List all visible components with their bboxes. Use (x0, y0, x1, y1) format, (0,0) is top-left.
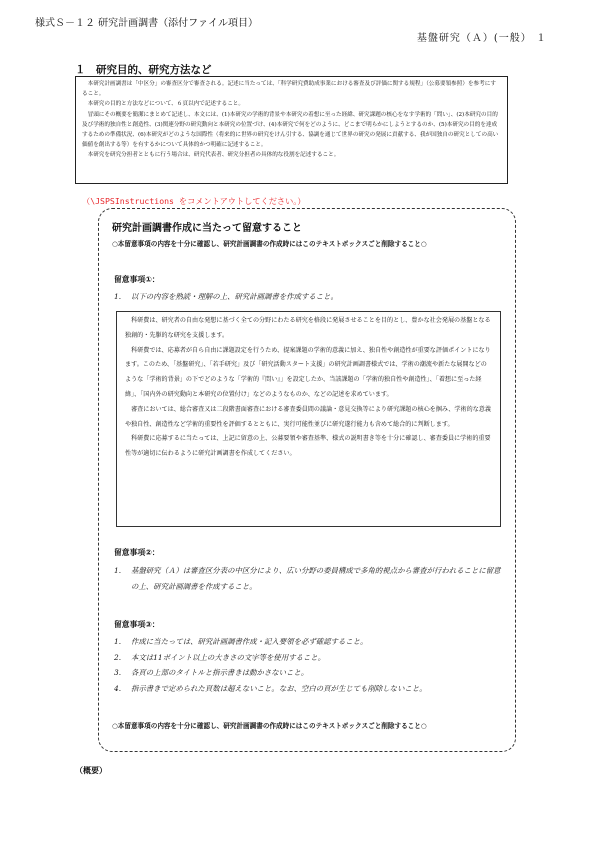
kakenhi-principles-box (116, 311, 501, 527)
list-item (114, 681, 504, 697)
list-item (114, 289, 504, 305)
list-item (114, 650, 504, 666)
delete-notice-bottom: ○本留意事項の内容を十分に確認し、研究計画調書の作成時にはこのテキストボックスごと削除すること○ (112, 722, 427, 730)
form-id: 様式Ｓ－１２ 研究計画調書（添付ファイル項目） (35, 18, 258, 29)
principle-paragraph: 科研費に応募するに当たっては、上記に留意の上、公募要領や審査基準、様式の説明書き等を十分に確認し、審査委員に学術的重要性等が適切に伝わるように研究計画調書を作成してください。 (125, 435, 491, 458)
summary-label: （概要） (75, 766, 107, 775)
list-text: 各頁の上部のタイトルと指示書きは動かさないこと。 (131, 668, 309, 677)
principle-paragraph: 科研費では、応募者が自ら自由に課題設定を行うため、提案課題の学術的意義に加え、独自性や創造性が重要な評価ポイントになります。このため、「基盤研究」、「若手研究」及び「研究活動スタート支援」の研究計画調書様式では、学術の潮流や新たな展開などのような「学術的背景」の下でどのような「学術的『問い』」を設定したか、当該課題の「学術的独自性や創造性」、「着想に至った経緯」、「国内外の研究動向と本研究の位置付け」などのようなものか、などの記述を求めています。 (125, 346, 491, 398)
list-item (114, 563, 504, 594)
list-number: 1. (114, 292, 122, 301)
section-paragraph: 本研究の目的と方法などについて、６頁以内で記述すること。 (87, 101, 244, 108)
list-text: 本文は11ポイント以上の大きさの文字等を使用すること。 (131, 652, 326, 662)
list-number: 4. (114, 683, 122, 693)
research-category: 基盤研究（Ａ）(一般） １ (416, 33, 547, 44)
section-paragraph: 本研究計画調書は「中区分」の審査区分で審査される。記述に当たっては、「科学研究費助成事業における審査及び評価に関する規程」（公募要領参照）を参考にすること。 (82, 81, 496, 98)
list-text: 指示書きで定められた頁数は超えないこと。なお、空白の頁が生じても削除しないこと。 (131, 683, 427, 693)
list-text: 以下の内容を熟読・理解の上、研究計画調書を作成すること。 (131, 292, 338, 301)
section-title: １ 研究目的、研究方法など (75, 64, 212, 76)
instruction-note: （\JSPSInstructions をコメントアウトしてください。） (82, 196, 306, 206)
principle-paragraph: 審査においては、総合審査又は二段階書面審査における審査委員間の議論・意見交換等により研究課題の核心を掴み、学術的な意義や独自性、創造性など学術的重要性を評価するとともに、実行可能性並びに研究遂行能力も含めて総合的に判断します。 (125, 405, 491, 428)
principle-paragraph: 科研費は、研究者の自由な発想に基づく全ての分野にわたる研究を格段に発展させることを目的とし、豊かな社会発展の基盤となる独創的・先駆的な研究を支援します。 (125, 317, 491, 339)
section-paragraph: 冒頭にその概要を簡潔にまとめて記述し、本文には、(1)本研究の学術的背景や本研究の着想に至った経緯、研究課題の核心をなす学術的「問い」、(2)本研究の目的及び学術的独自性と創造性、(3)関連分野の研究動向と本研究の位置づけ、(4)本研究で何をどのように、どこまで明らかにしようとするのか、(5)本研究の目的を達成するための準備状況、(6)本研究がどのような国際性（将来的に世界の研究をけん引する、協調を通じて世界の研究の発展に貢献する、我が国独自の研究としての高い価値を創出する等）を有するかについて具体的かつ明確に記述すること。 (82, 111, 499, 149)
item3-heading: 留意事項③： (114, 620, 160, 629)
list-number: 3. (114, 668, 122, 677)
item2-list (114, 563, 504, 594)
item1-list (114, 289, 504, 305)
guidance-title: 研究計画調書作成に当たって留意すること (112, 223, 302, 234)
section-paragraph: 本研究を研究分担者とともに行う場合は、研究代表者、研究分担者の具体的な役割を記述すること。 (87, 152, 340, 159)
section-instructions-box (75, 76, 508, 184)
delete-notice-top: ○本留意事項の内容を十分に確認し、研究計画調書の作成時にはこのテキストボックスごと削除すること○ (112, 240, 427, 248)
list-number: 1. (114, 637, 122, 646)
item3-list (114, 634, 504, 696)
list-item (114, 634, 504, 650)
list-text: 基盤研究（Ａ）は審査区分表の中区分により、広い分野の委員構成で多角的視点から審査が行われることに留意の上、研究計画調書を作成すること。 (131, 566, 501, 591)
list-text: 作成に当たっては、研究計画調書作成・記入要領を必ず確認すること。 (131, 637, 368, 646)
list-number: 2. (114, 652, 122, 662)
item2-heading: 留意事項②： (114, 548, 160, 557)
list-number: 1. (114, 566, 122, 575)
item1-heading: 留意事項①： (114, 275, 160, 284)
list-item (114, 665, 504, 681)
